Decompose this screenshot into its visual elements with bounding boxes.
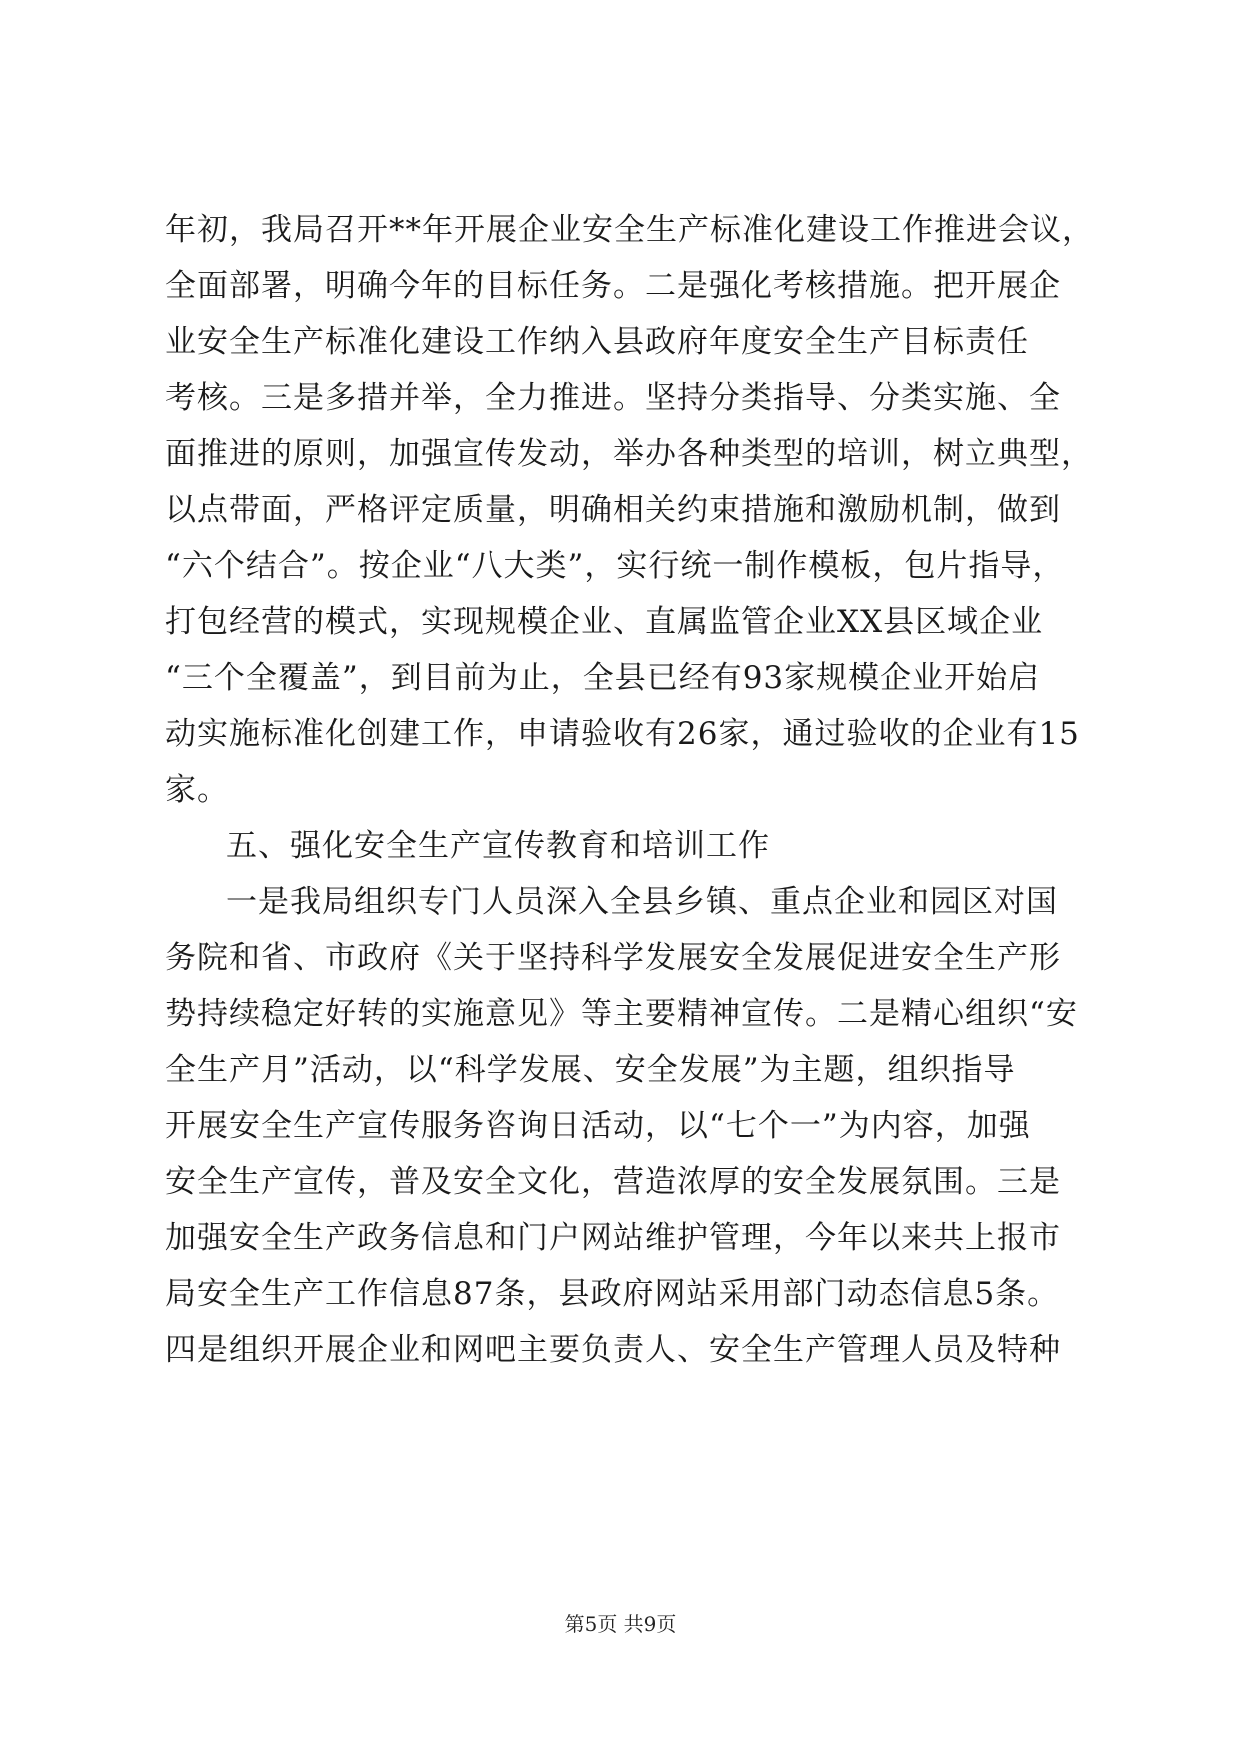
body-text-line: 安全生产宣传，普及安全文化，营造浓厚的安全发展氛围。三是 xyxy=(165,1164,1061,1200)
body-text-line: “六个结合”。按企业“八大类”，实行统一制作模板，包片指导， xyxy=(165,548,1065,584)
body-text-line: 加强安全生产政务信息和门户网站维护管理，今年以来共上报市 xyxy=(165,1220,1061,1256)
body-text-line: 动实施标准化创建工作，申请验收有26家，通过验收的企业有15 xyxy=(165,716,1080,752)
body-text-line: “三个全覆盖”，到目前为止，全县已经有93家规模企业开始启 xyxy=(165,660,1041,696)
body-text-line: 开展安全生产宣传服务咨询日活动，以“七个一”为内容，加强 xyxy=(165,1108,1031,1144)
body-text-line: 家。 xyxy=(165,772,229,808)
body-text-line: 全面部署，明确今年的目标任务。二是强化考核措施。把开展企 xyxy=(165,268,1061,304)
body-text-line: 打包经营的模式，实现规模企业、直属监管企业XX县区域企业 xyxy=(165,604,1044,640)
body-text-line: 以点带面，严格评定质量，明确相关约束措施和激励机制，做到 xyxy=(165,492,1061,528)
body-text-line: 年初，我局召开**年开展企业安全生产标准化建设工作推进会议， xyxy=(165,212,1094,248)
body-text-line: 局安全生产工作信息87条，县政府网站采用部门动态信息5条。 xyxy=(165,1276,1060,1312)
body-text-line: 考核。三是多措并举，全力推进。坚持分类指导、分类实施、全 xyxy=(165,380,1061,416)
body-text-line: 面推进的原则，加强宣传发动，举办各种类型的培训，树立典型， xyxy=(165,436,1093,472)
body-text-line: 务院和省、市政府《关于坚持科学发展安全发展促进安全生产形 xyxy=(165,940,1061,976)
page-number-footer: 第5页 共9页 xyxy=(564,1612,677,1636)
body-text-line: 四是组织开展企业和网吧主要负责人、安全生产管理人员及特种 xyxy=(165,1332,1061,1368)
section-heading: 五、强化安全生产宣传教育和培训工作 xyxy=(226,828,770,864)
body-text-line: 一是我局组织专门人员深入全县乡镇、重点企业和园区对国 xyxy=(226,884,1058,920)
body-text-line: 业安全生产标准化建设工作纳入县政府年度安全生产目标责任 xyxy=(165,324,1029,360)
body-text-line: 势持续稳定好转的实施意见》等主要精神宣传。二是精心组织“安 xyxy=(165,996,1078,1032)
body-text-line: 全生产月”活动，以“科学发展、安全发展”为主题，组织指导 xyxy=(165,1052,1016,1088)
